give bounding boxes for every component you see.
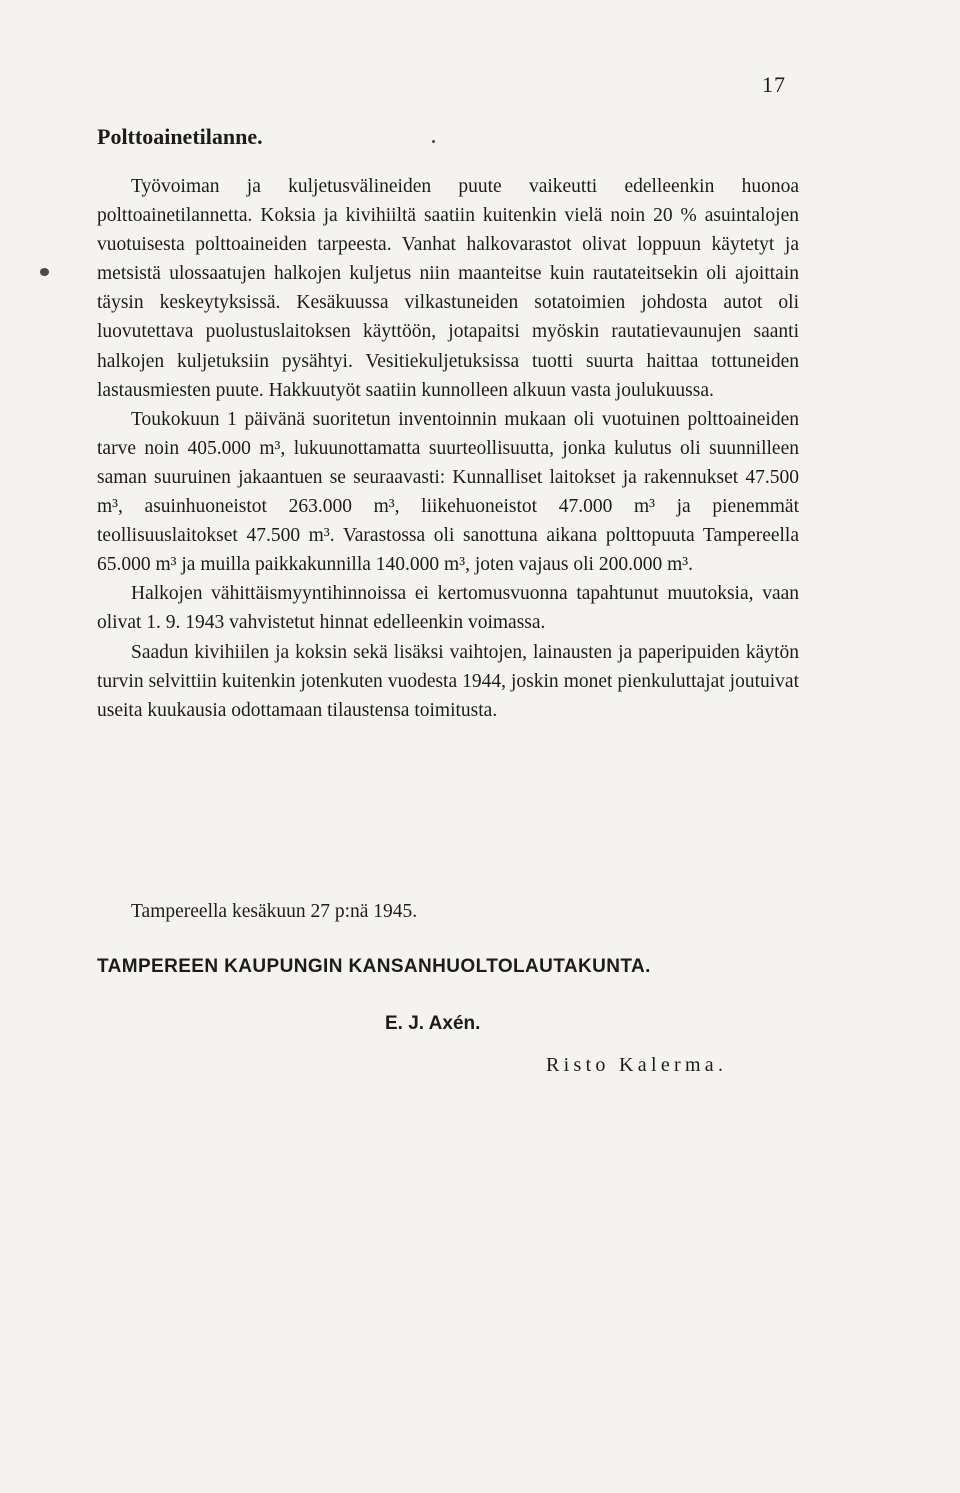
page-number: 17	[762, 72, 786, 97]
paper-speck	[40, 268, 49, 276]
organization-name: TAMPEREEN KAUPUNGIN KANSANHUOLTOLAUTAKUNTA.	[97, 956, 651, 977]
place-date-line: Tampereella kesäkuun 27 p:nä 1945.	[131, 901, 418, 922]
section-heading: Polttoainetilanne.	[97, 124, 263, 149]
paragraph: Saadun kivihiilen ja koksin sekä lisäksi vaihtojen, lainausten ja paperipuiden käytön turvin selvittiin kuitenkin jotenkuten vuodesta 1944, joskin monet pienkuluttajat joutuivat useita kuukausia odottamaan tilaustensa toimitusta.	[97, 641, 799, 721]
paragraph: Työvoiman ja kuljetusvälineiden puute vaikeutti edelleenkin huonoa polttoainetilannetta. Koksia ja kivihiiltä saatiin kuitenkin vielä noin 20 % asuintalojen vuotuisesta polttoaineiden tarpeesta. Vanhat halkovarastot olivat loppuun käytetyt ja metsistä ulossaatujen halkojen kuljetus niin maanteitse kuin rautateitsekin oli ajoittain täysin keskeytyksissä. Kesäkuussa vilkastuneiden sotatoimien johdosta autot oli luovutettava puolustuslaitoksen käyttöön, jotapaitsi myöskin rautatievaunujen saanti halkojen kuljetuksiin pysähtyi. Vesitiekuljetuksissa tuotti suurta haittaa tottuneiden lastausmiesten puute. Hakkuutyöt saatiin kunnolleen alkuun vasta joulukuussa.	[97, 176, 799, 401]
signatory-name: E. J. Axén.	[385, 1013, 481, 1034]
body-text	[97, 172, 799, 725]
paragraph: Toukokuun 1 päivänä suoritetun inventoinnin mukaan oli vuotuinen polttoaineiden tarve noin 405.000 m³, lukuunottamatta suurteollisuutta, jonka kulutus oli suunnilleen saman suuruinen jakaantuen se seuraavasti: Kunnalliset laitokset ja rakennukset 47.500 m³, asuinhuoneistot 263.000 m³, liikehuoneistot 47.000 m³ ja pienemmät teollisuuslaitokset 47.500 m³. Varastossa oli sanottuna aikana polttopuuta Tampereella 65.000 m³ ja muilla paikkakunnilla 140.000 m³, joten vajaus oli 200.000 m³.	[97, 408, 799, 576]
paragraph: Halkojen vähittäismyyntihinnoissa ei kertomusvuonna tapahtunut muutoksia, vaan olivat 1. 9. 1943 vahvistetut hinnat edelleenkin voimassa.	[97, 583, 799, 634]
paper-speck	[432, 140, 435, 143]
signatory-name: Risto Kalerma.	[546, 1054, 728, 1076]
